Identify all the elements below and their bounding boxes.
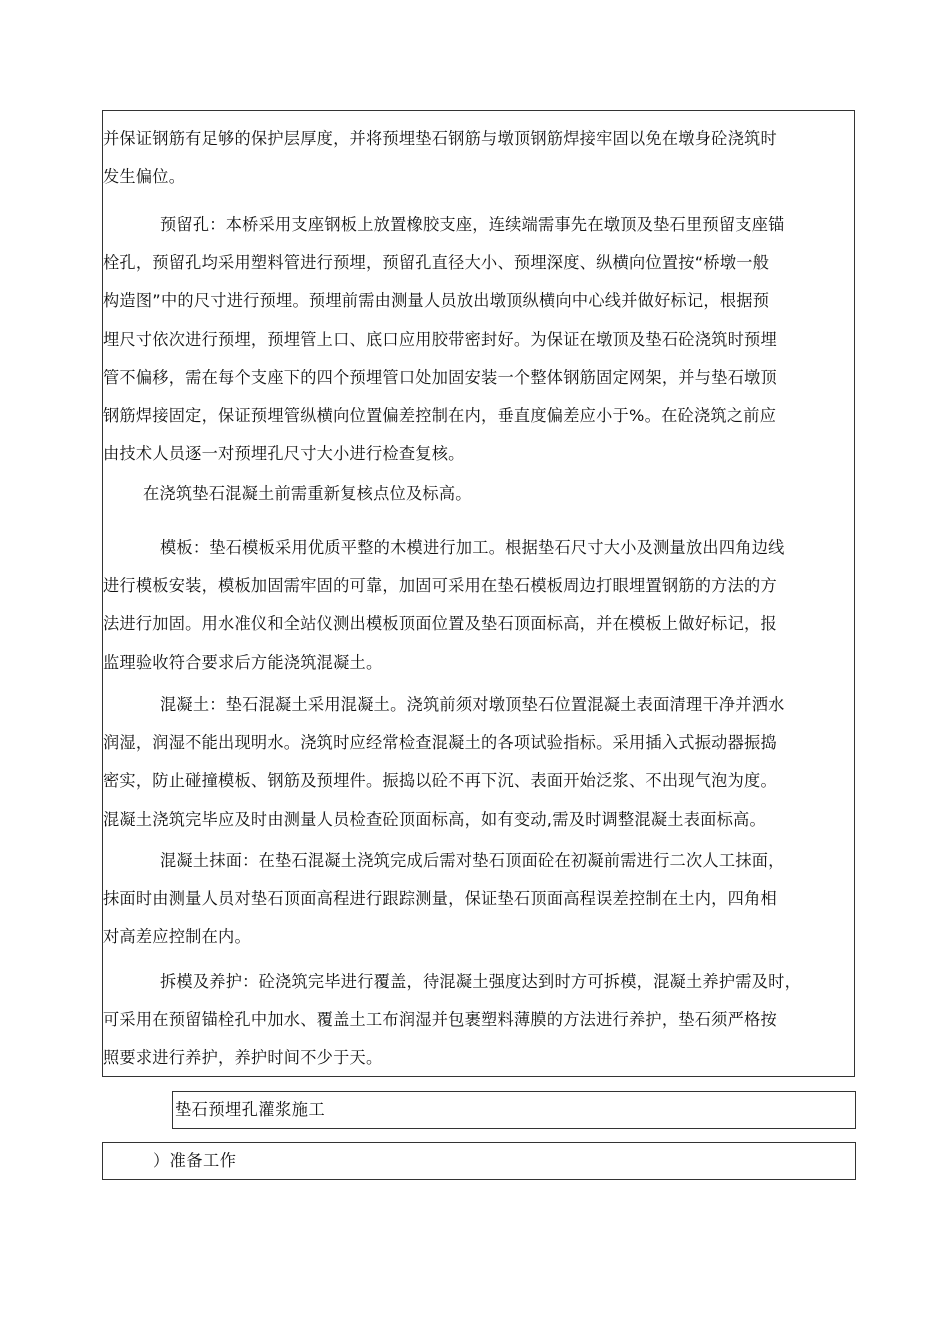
paragraph-rebar-protection: [103, 120, 856, 196]
paragraph-demolding-curing: [103, 963, 856, 1078]
paragraph-concrete: [103, 686, 856, 839]
text-line: 混凝土：垫石混凝土采用混凝土。浇筑前须对墩顶垫石位置混凝土表面清理干净并洒水: [160, 695, 785, 714]
text-line: 发生偏位。: [103, 167, 186, 187]
text-line: 进行模板安装，模板加固需牢固的可靠，加固可采用在垫石模板周边打眼埋置钢筋的方法的方: [103, 576, 777, 596]
text-line: 混凝土抹面：在垫石混凝土浇筑完成后需对垫石顶面砼在初凝前需进行二次人工抹面，: [160, 851, 785, 870]
section-heading: 垫石预埋孔灌浆施工: [172, 1091, 856, 1129]
text-line: 润湿，润湿不能出现明水。浇筑时应经常检查混凝土的各项试验指标。采用插入式振动器振捣: [103, 733, 777, 753]
paragraph-surface-finishing: [103, 842, 856, 957]
text-line: 由技术人员逐一对预埋孔尺寸大小进行检查复核。: [103, 444, 465, 464]
text-line: 构造图”中的尺寸进行预埋。预埋前需由测量人员放出墩顶纵横向中心线并做好标记，根据预: [103, 291, 770, 311]
text-line: 拆模及养护：砼浇筑完毕进行覆盖，待混凝土强度达到时方可拆模，混凝土养护需及时，: [160, 972, 802, 991]
subsection-heading: ）准备工作: [102, 1142, 856, 1180]
text-line: 埋尺寸依次进行预埋，预埋管上口、底口应用胶带密封好。为保证在墩顶及垫石砼浇筑时预埋: [103, 329, 777, 349]
text-line: 并保证钢筋有足够的保护层厚度，并将预埋垫石钢筋与墩顶钢筋焊接牢固以免在墩身砼浇筑时: [103, 129, 777, 148]
text-line: 照要求进行养护，养护时间不少于天。: [103, 1048, 383, 1068]
text-line: 密实，防止碰撞模板、钢筋及预埋件。振捣以砼不再下沉、表面开始泛浆、不出现气泡为度。: [103, 771, 777, 791]
text-line: 法进行加固。用水准仪和全站仪测出模板顶面位置及垫石顶面标高，并在模板上做好标记，报: [103, 614, 777, 634]
text-line: 栓孔，预留孔均采用塑料管进行预埋，预留孔直径大小、预埋深度、纵横向位置按“桥墩一般: [103, 253, 770, 273]
text-line: 预留孔：本桥采用支座钢板上放置橡胶支座，连续端需事先在墩顶及垫石里预留支座锚: [160, 215, 785, 234]
text-line: 抹面时由测量人员对垫石顶面高程进行跟踪测量，保证垫石顶面高程误差控制在土内，四角相: [103, 889, 777, 909]
text-table-cell: [102, 110, 855, 1077]
text-line: 监理验收符合要求后方能浇筑混凝土。: [103, 652, 383, 672]
text-line: 可采用在预留锚栓孔中加水、覆盖土工布润湿并包裹塑料薄膜的方法进行养护，垫石须严格按: [103, 1010, 777, 1030]
paragraph-reserved-holes: [103, 206, 856, 473]
paragraph-formwork: [103, 529, 856, 682]
text-line: 混凝土浇筑完毕应及时由测量人员检查砼顶面标高，如有变动,需及时调整混凝土表面标高。: [103, 809, 766, 829]
text-line: 管不偏移，需在每个支座下的四个预埋管口处加固安装一个整体钢筋固定网架，并与垫石墩顶: [103, 367, 777, 387]
text-line: 钢筋焊接固定，保证预埋管纵横向位置偏差控制在内，垂直度偏差应小于%。在砼浇筑之前应: [103, 406, 777, 426]
text-line: 在浇筑垫石混凝土前需重新复核点位及标高。: [143, 484, 472, 503]
text-line: 模板：垫石模板采用优质平整的木模进行加工。根据垫石尺寸大小及测量放出四角边线: [160, 538, 785, 557]
paragraph-recheck-points: [103, 475, 856, 513]
text-line: 对高差应控制在内。: [103, 927, 251, 947]
